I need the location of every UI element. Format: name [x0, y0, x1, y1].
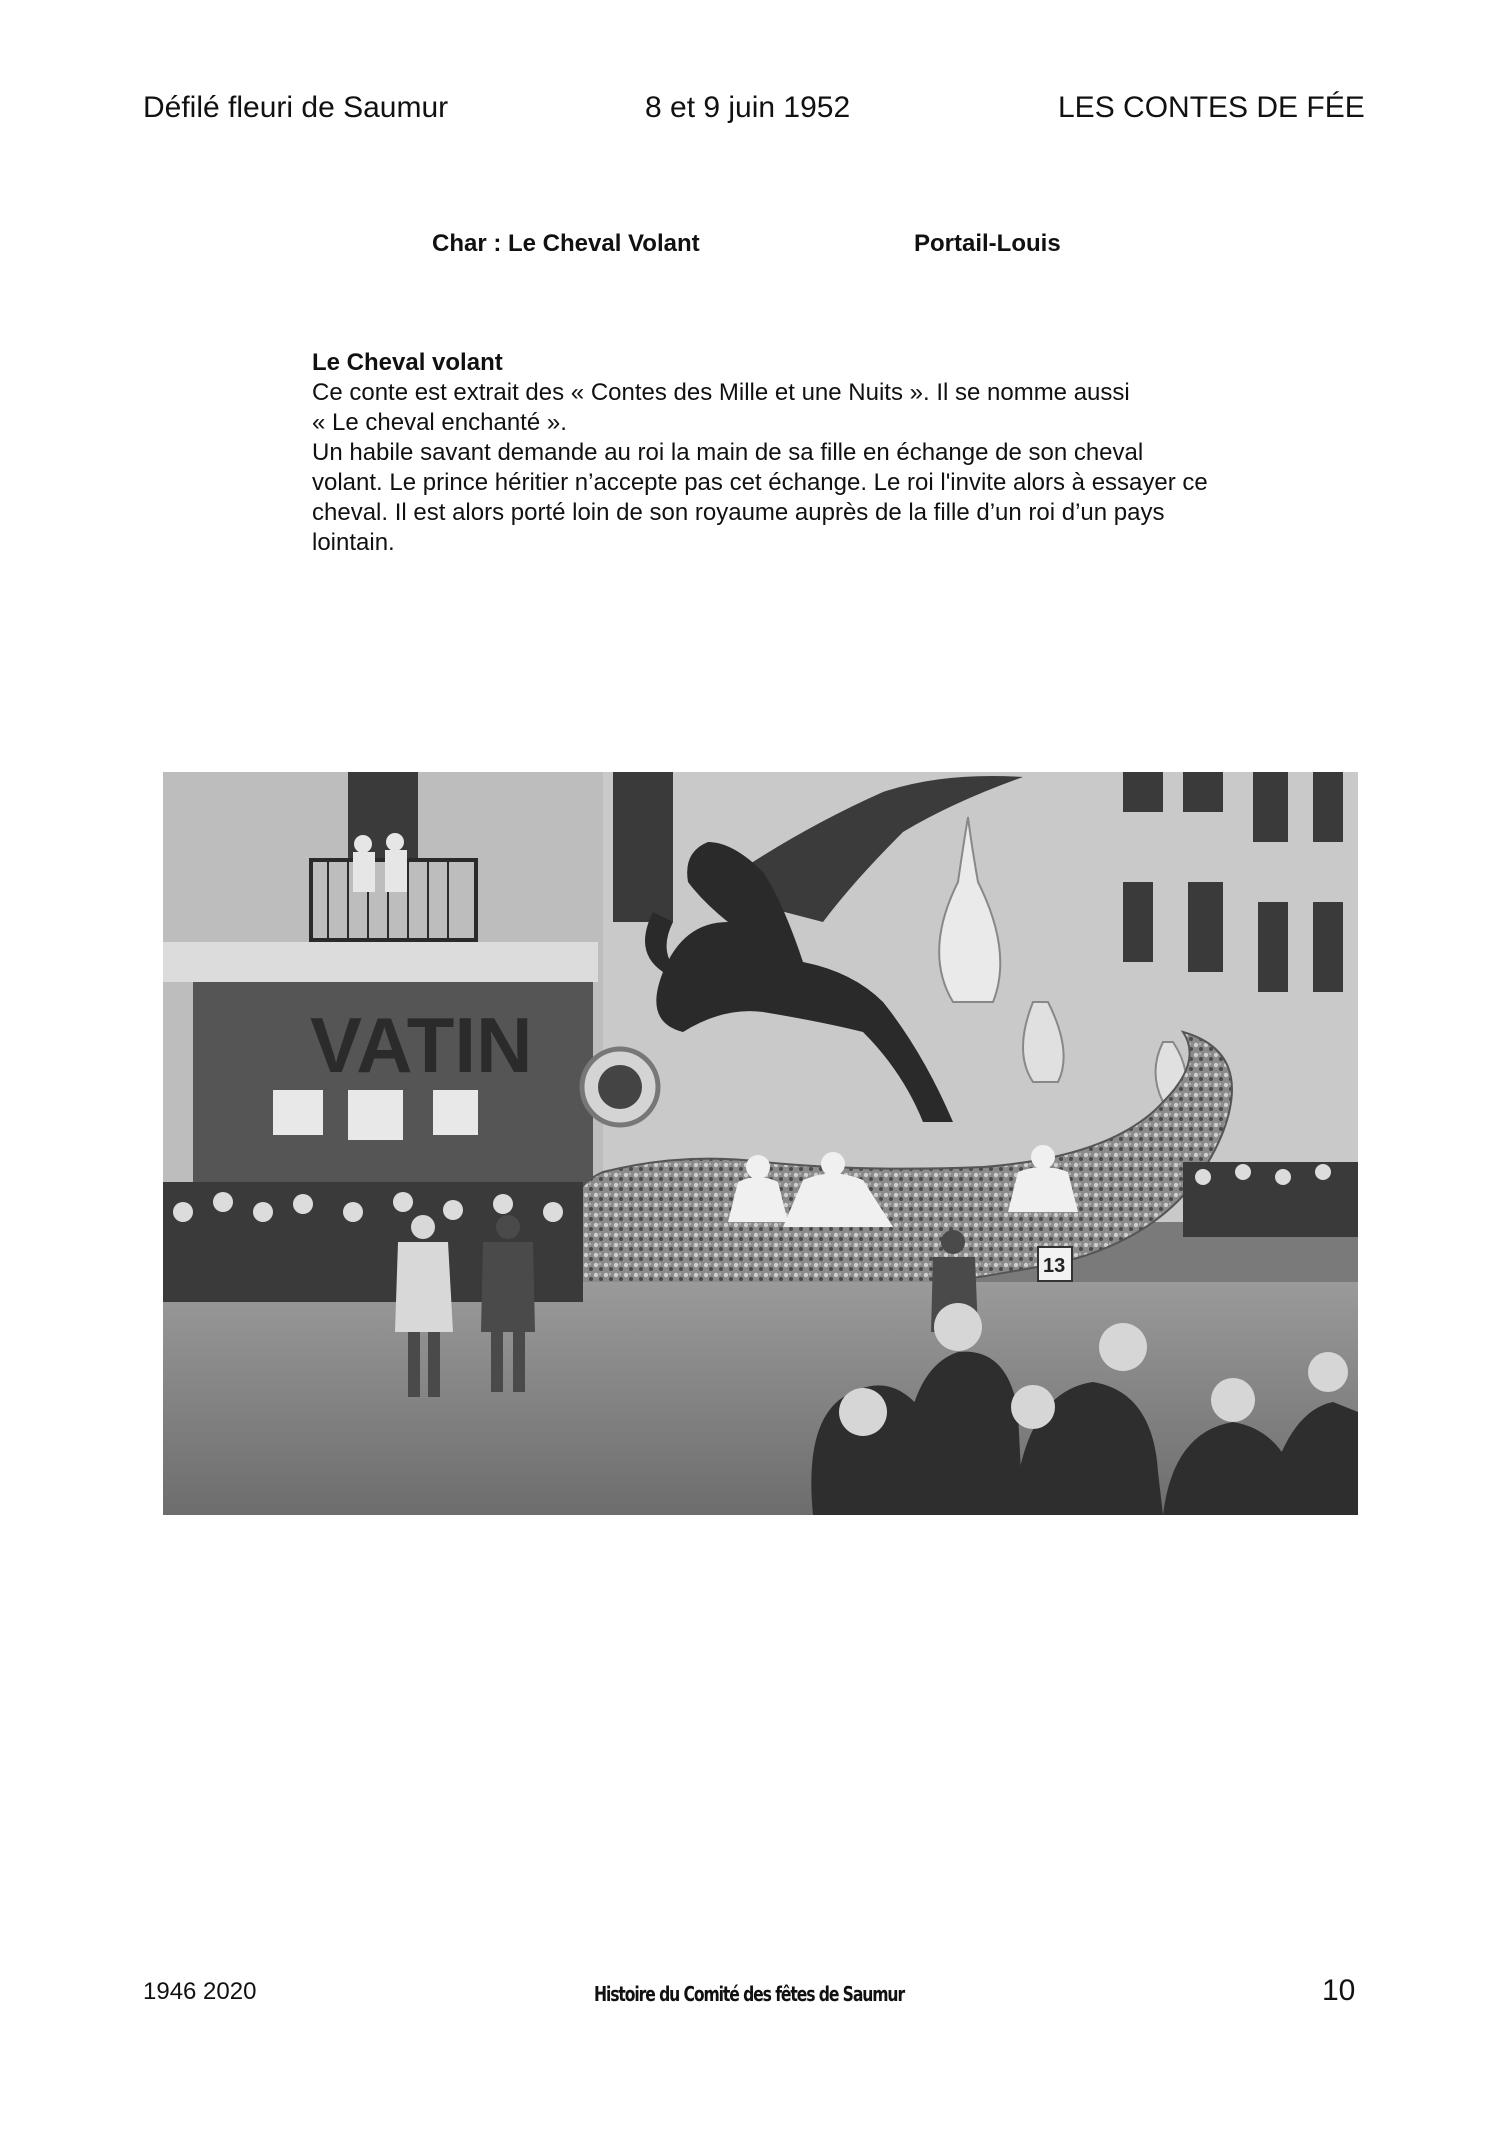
page-number: 10 [1322, 1974, 1356, 2007]
story-paragraph-2: Un habile savant demande au roi la main de sa fille en échange de son cheval volant. Le prince héritier n’accepte pas cet échange. Le roi l'invite alors à essayer ce cheval. Il est alors porté loin de son royaume auprès de la fille d’un roi d’un pays lointain. [312, 439, 1208, 556]
header-date: 8 et 9 juin 1952 [645, 91, 851, 124]
parade-photo [163, 772, 1358, 1515]
shop-sign: VATIN [310, 1001, 533, 1089]
story-paragraph-1-line-1: Ce conte est extrait des « Contes des Mille et une Nuits ». Il se nomme aussi [312, 379, 1130, 406]
footer-years: 1946 2020 [143, 1978, 257, 2005]
story-block [312, 348, 1208, 558]
header-event-title: Défilé fleuri de Saumur [143, 91, 449, 124]
float-district: Portail-Louis [914, 230, 1061, 257]
header-theme: LES CONTES DE FÉE [1058, 91, 1365, 124]
float-number: 13 [1043, 1255, 1066, 1277]
footer-title: Histoire du Comité des fêtes de Saumur [594, 1982, 905, 2006]
float-name: Char : Le Cheval Volant [432, 230, 700, 257]
story-title: Le Cheval volant [312, 349, 503, 376]
story-paragraph-1-line-2: « Le cheval enchanté ». [312, 409, 567, 436]
